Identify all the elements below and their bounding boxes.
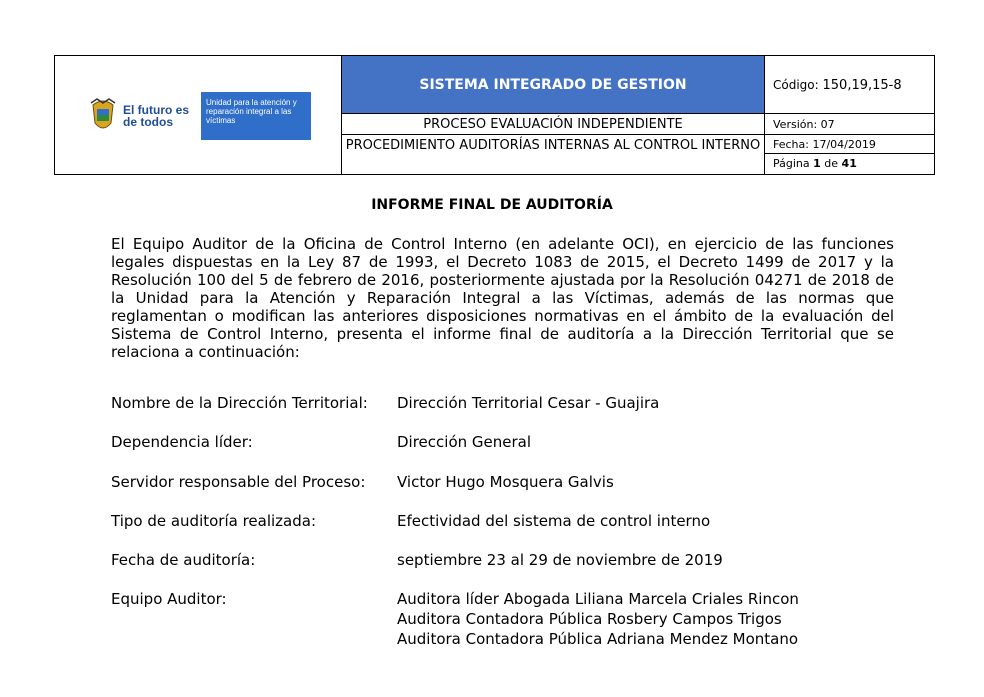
code-label: Código: — [773, 78, 819, 92]
team-member: Auditora Contadora Pública Rosbery Campos Trigos — [397, 610, 782, 628]
field-value: Dirección General — [397, 433, 532, 451]
logo-unit-name: Unidad para la atención y reparación integral a las víctimas — [201, 92, 311, 140]
document-header-table — [54, 55, 935, 175]
logo-tagline: El futuro es de todos — [123, 103, 190, 129]
coat-of-arms-icon — [89, 97, 117, 135]
page-total: 41 — [841, 157, 857, 170]
page-label: Página — [773, 157, 810, 170]
institution-logo — [85, 92, 311, 140]
code-value: 150,19,15-8 — [822, 78, 902, 93]
procedure-name: PROCEDIMIENTO AUDITORÍAS INTERNAS AL CONTROL INTERNO — [342, 135, 765, 174]
field-value: septiembre 23 al 29 de noviembre de 2019 — [397, 551, 723, 569]
team-member: Auditora líder Abogada Liliana Marcela Criales Rincon — [397, 590, 799, 608]
field-label: Nombre de la Dirección Territorial: — [111, 394, 368, 412]
logo-cell — [55, 56, 342, 174]
field-label: Tipo de auditoría realizada: — [111, 512, 317, 530]
page-indicator — [765, 154, 934, 174]
document-version: Versión: 07 — [765, 114, 934, 135]
report-title: INFORME FINAL DE AUDITORÍA — [371, 197, 613, 213]
field-label: Servidor responsable del Proceso: — [111, 473, 366, 491]
field-value: Dirección Territorial Cesar - Guajira — [397, 394, 660, 412]
field-label: Equipo Auditor: — [111, 590, 227, 608]
team-member: Auditora Contadora Pública Adriana Mendez Montano — [397, 630, 799, 648]
intro-paragraph: El Equipo Auditor de la Oficina de Control Interno (en adelante OCI), en ejercicio de las funciones legales dispuestas en la Ley 87 de 1993, el Decreto 1083 de 2015, el Decreto 1499 de 2017 y la Resolución 100 del 5 de febrero de 2016, posteriormente ajustada por la Resolución 04271 de 2018 de la Unidad para la Atención y Reparación Integral a las Víctimas, además de las normas que reglamentan o modifican las anteriores disposiciones normativas en el ámbito de la evaluación del Sistema de Control Interno, presenta el informe final de auditoría a la Dirección Territorial que se relaciona a continuación: — [111, 235, 894, 361]
document-code — [765, 56, 934, 114]
field-label: Fecha de auditoría: — [111, 551, 256, 569]
field-value: Efectividad del sistema de control interno — [397, 512, 711, 530]
page-of: de — [824, 157, 839, 170]
field-label: Dependencia líder: — [111, 433, 253, 451]
audit-team-list — [397, 589, 799, 649]
process-name: PROCESO EVALUACIÓN INDEPENDIENTE — [342, 114, 765, 135]
system-title: SISTEMA INTEGRADO DE GESTION — [342, 56, 765, 114]
field-value: Victor Hugo Mosquera Galvis — [397, 473, 614, 491]
document-date: Fecha: 17/04/2019 — [765, 135, 934, 154]
page-current: 1 — [813, 157, 821, 170]
